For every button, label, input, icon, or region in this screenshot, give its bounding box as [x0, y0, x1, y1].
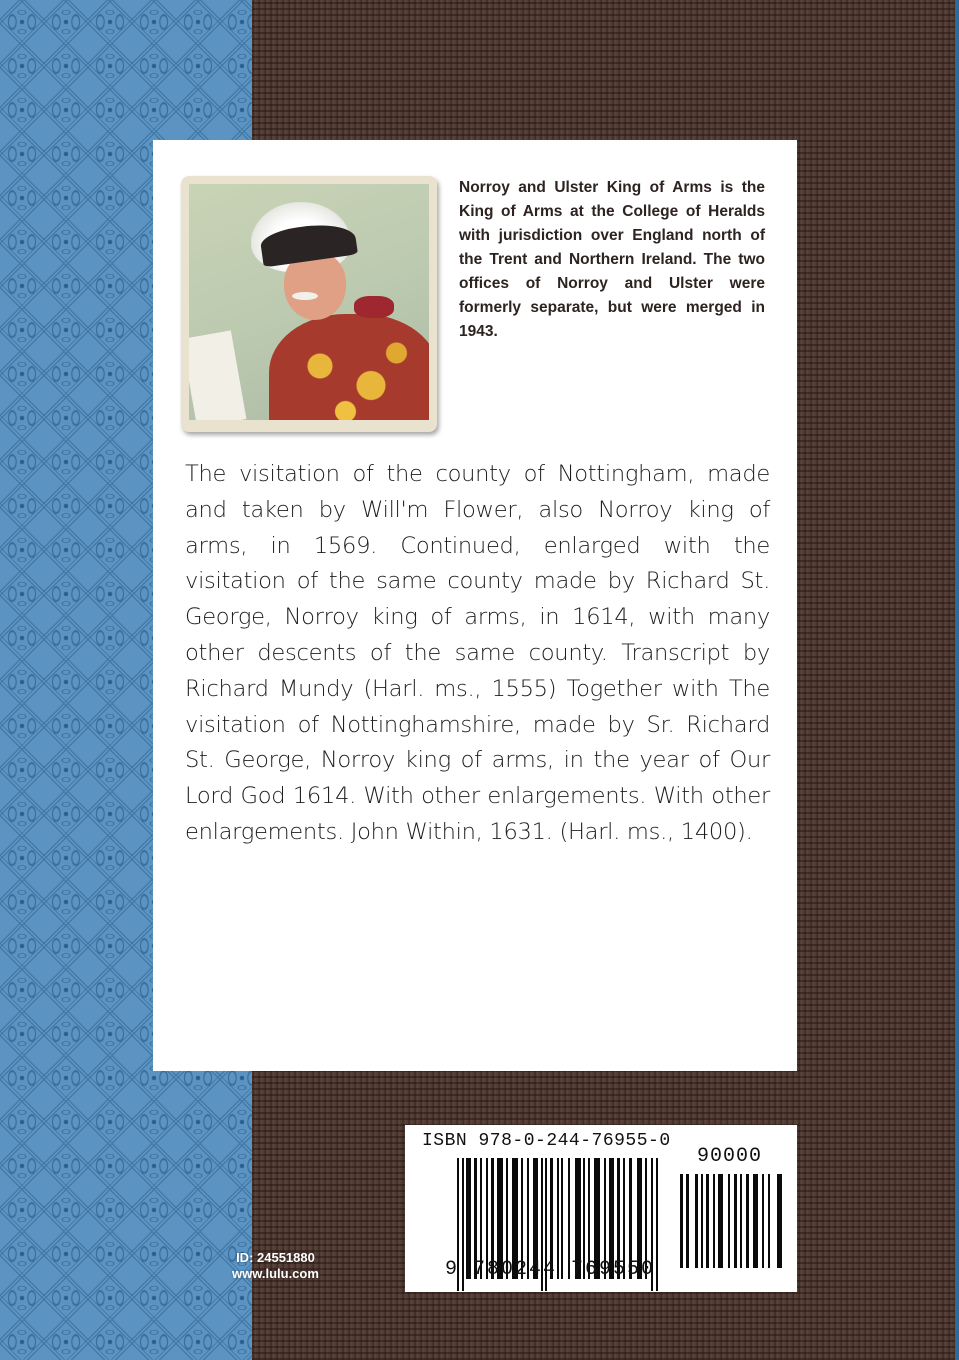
herald-blurb: Norroy and Ulster King of Arms is the King of Arms at the College of Heralds with jurisdiction over England north of the Trent and Northern Ireland. The two offices of Norroy and Ulster were formerly separate, but were merged in 1943.: [459, 179, 765, 340]
addon-bars: [680, 1174, 784, 1268]
ean13-digits: 9 780244 769550: [445, 1258, 656, 1281]
portrait-moustache: [292, 292, 318, 300]
herald-portrait-card: [181, 176, 437, 432]
text-panel: [153, 140, 797, 1071]
portrait-scroll: [189, 330, 246, 420]
publisher-url: www.lulu.com: [232, 1266, 319, 1281]
isbn-barcode: [405, 1125, 797, 1292]
book-description: The visitation of the county of Nottingham, made and taken by Will'm Flower, also Norroy king of arms, in 1569. Continued, enlarged with the visitation of the same county made by Richard St. George, Norroy king of arms, in 1614, with many other descents of the same county. Transcript by Richard Mundy (Harl. ms., 1555) Together with The visitation of Nottinghamshire, made by Sr. Richard St. George, Norroy king of arms, in the year of Our Lord God 1614. With other enlargements. With other enlargements. John Within, 1631. (Harl. ms., 1400).: [185, 461, 770, 845]
isbn-label: ISBN 978-0-244-76955-0: [422, 1131, 671, 1151]
publisher-id: ID: 24551880: [236, 1250, 315, 1265]
portrait-ribbon: [354, 296, 394, 318]
price-addon-label: 90000: [697, 1145, 763, 1168]
portrait-tabard: [269, 314, 429, 420]
publisher-info: [232, 1250, 319, 1282]
herald-portrait-image: [189, 184, 429, 420]
right-edge-strip: [955, 0, 959, 1360]
